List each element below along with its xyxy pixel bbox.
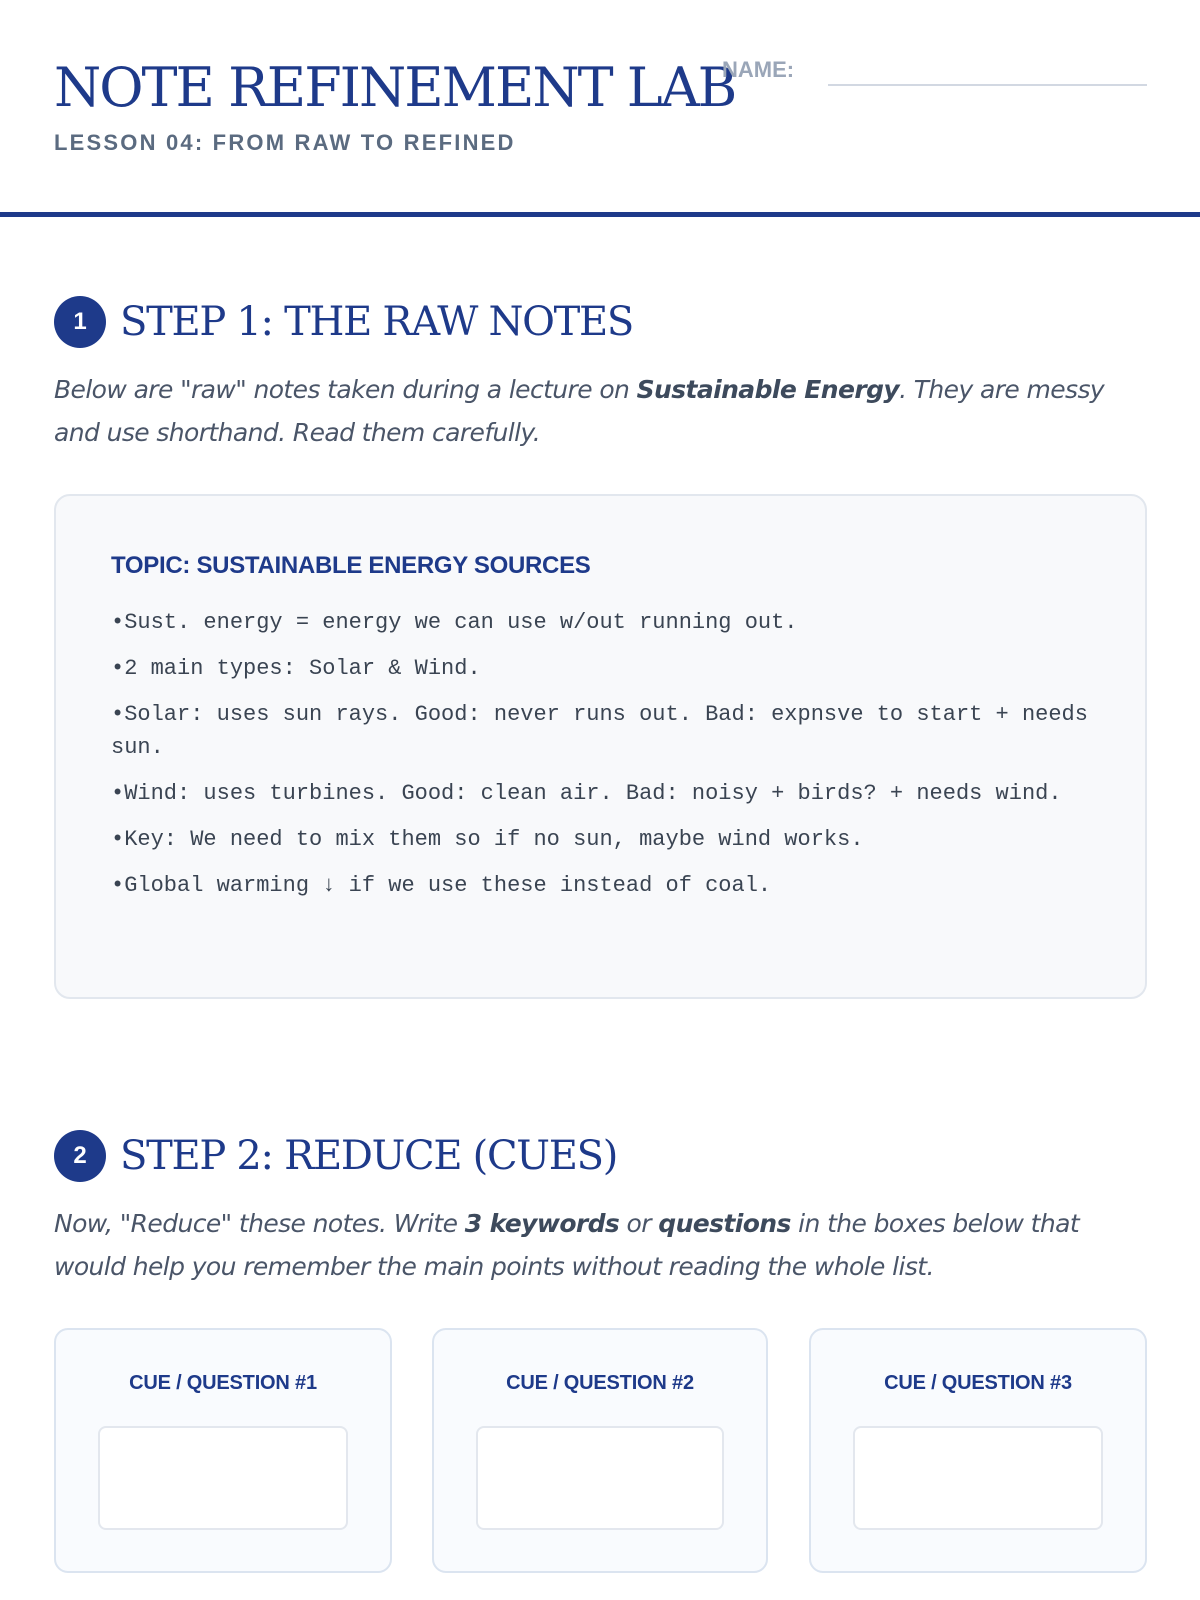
lesson-subtitle: LESSON 04: FROM RAW TO REFINED: [54, 130, 516, 155]
note-item: • 2 main types: Solar & Wind.: [111, 652, 1101, 685]
step-1-instruction-text-end: . They are messy and use shorthand. Read them carefully.: [54, 375, 1105, 447]
step-2-instruction-questions: questions: [658, 1209, 791, 1238]
cue-card-3: [809, 1328, 1147, 1573]
notes-topic-heading: TOPIC: SUSTAINABLE ENERGY SOURCES: [111, 552, 591, 579]
note-item: • Wind: uses turbines. Good: clean air. Bad: noisy + birds? + needs wind.: [111, 777, 1101, 810]
name-field-line[interactable]: [828, 84, 1147, 86]
step-1-number-badge: 1: [54, 296, 106, 348]
note-item: • Solar: uses sun rays. Good: never runs out. Bad: expnsve to start + needs sun.: [111, 698, 1101, 764]
header-divider: [0, 212, 1200, 217]
step-1-instructions: [54, 368, 1154, 454]
cue-card-1: [54, 1328, 392, 1573]
step-2-instruction-text-mid: or: [619, 1209, 659, 1238]
cue-label-1: CUE / QUESTION #1: [129, 1372, 317, 1394]
step-2-instruction-keywords: 3 keywords: [464, 1209, 620, 1238]
worksheet-header: [0, 0, 1200, 220]
step-2-number-badge: 2: [54, 1130, 106, 1182]
step-1-instruction-text: Below are "raw" notes taken during a lecture on: [54, 375, 637, 404]
step-1-instruction-topic: Sustainable Energy: [636, 375, 900, 404]
cue-card-2: [432, 1328, 768, 1573]
step-1-title: STEP 1: THE RAW NOTES: [120, 299, 634, 345]
note-item: • Sust. energy = energy we can use w/out running out.: [111, 606, 1101, 639]
cue-input-1[interactable]: [98, 1426, 348, 1530]
cue-label-2: CUE / QUESTION #2: [506, 1372, 694, 1394]
step-2-title: STEP 2: REDUCE (CUES): [120, 1133, 617, 1179]
note-item: • Key: We need to mix them so if no sun, maybe wind works.: [111, 823, 1101, 856]
step-2-instruction-text: Now, "Reduce" these notes. Write: [54, 1209, 465, 1238]
page-title: NOTE REFINEMENT LAB: [54, 56, 736, 119]
cue-input-2[interactable]: [476, 1426, 724, 1530]
raw-notes-list: [111, 606, 1101, 915]
step-2-instructions: [54, 1202, 1154, 1288]
raw-notes-box: [54, 494, 1147, 999]
name-label: NAME:: [722, 57, 795, 82]
note-item: • Global warming ↓ if we use these instead of coal.: [111, 869, 1101, 902]
step-2-instruction-text-end: in the boxes below that would help you remember the main points without reading the whole list.: [54, 1209, 1080, 1281]
cue-label-3: CUE / QUESTION #3: [884, 1372, 1072, 1394]
cue-input-3[interactable]: [853, 1426, 1103, 1530]
